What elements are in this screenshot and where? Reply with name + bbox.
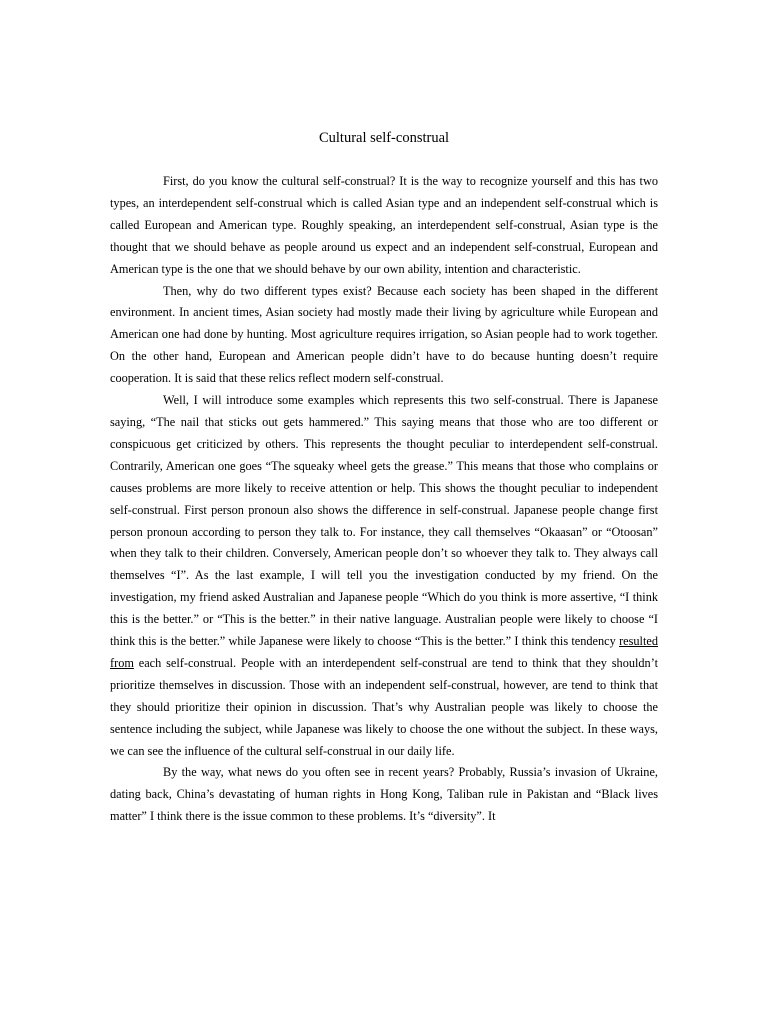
paragraph-3-text-before: Well, I will introduce some examples which represents this two self-construal. There is Japanese saying, “The nail that sticks out gets hammered.” This saying means that those who are too different or conspicuous get criticized by others. This represents the thought peculiar to interdependent self-construal. Contrarily, American one goes “The squeaky wheel gets the grease.” This means that those who complains or causes problems are more likely to receive attention or help. This shows the thought peculiar to independent self-construal. First person pronoun also shows the difference in self-construal. Japanese people change first person pronoun according to person they talk to. For instance, they call themselves “Okaasan” or “Otoosan” when they talk to their children. Conversely, American people don’t so whoever they talk to. They always call themselves “I”. As the last example, I will tell you the investigation conducted by my friend. On the investigation, my friend asked Australian and Japanese people “Which do you think is more assertive, “I think this is the better.” or “This is the better.” in their native language. Australian people were likely to choose “I think this is the better.” while Japanese were likely to choose “This is the better.” I think this tendency [110, 393, 658, 649]
document-title: Cultural self-construal [318, 130, 450, 146]
paragraph-3-text-after: each self-construal. People with an interdependent self-construal are tend to think that they shouldn’t prioritize themselves in discussion. Those with an independent self-construal, however, are tend to think that they should prioritize their opinion in discussion. That’s why Australian people was likely to choose the sentence including the subject, while Japanese was likely to choose the one without the subject. In these ways, we can see the influence of the cultural self-construal in our daily life. [110, 655, 658, 758]
paragraph-1: First, do you know the cultural self-construal? It is the way to recognize yourself and this has two types, an interdependent self-construal which is called Asian type and an independent self-construal which is called European and American type. Roughly speaking, an interdependent self-construal, Asian type is the thought that we should behave as people around us expect and an independent self-construal, European and American type is the one that we should behave by our own ability, intention and characteristic. [110, 174, 658, 276]
paragraph-2: Then, why do two different types exist? Because each society has been shaped in the different environment. In ancient times, Asian society had mostly made their living by agriculture while European and American one had done by hunting. Most agriculture requires irrigation, so Asian people had to work together. On the other hand, European and American people didn’t have to do because hunting doesn’t require cooperation. It is said that these relics reflect modern self-construal. [110, 283, 658, 386]
paragraph-4: By the way, what news do you often see in recent years? Probably, Russia’s invasion of Ukraine, dating back, China’s devastating of human rights in Hong Kong, Taliban rule in Pakistan and “Black lives matter” I think there is the issue common to these problems. It’s “diversity”. It [110, 765, 658, 824]
document-body [110, 171, 658, 828]
paragraph-3 [110, 390, 658, 762]
underlined-phrase: resulted from [110, 634, 658, 670]
